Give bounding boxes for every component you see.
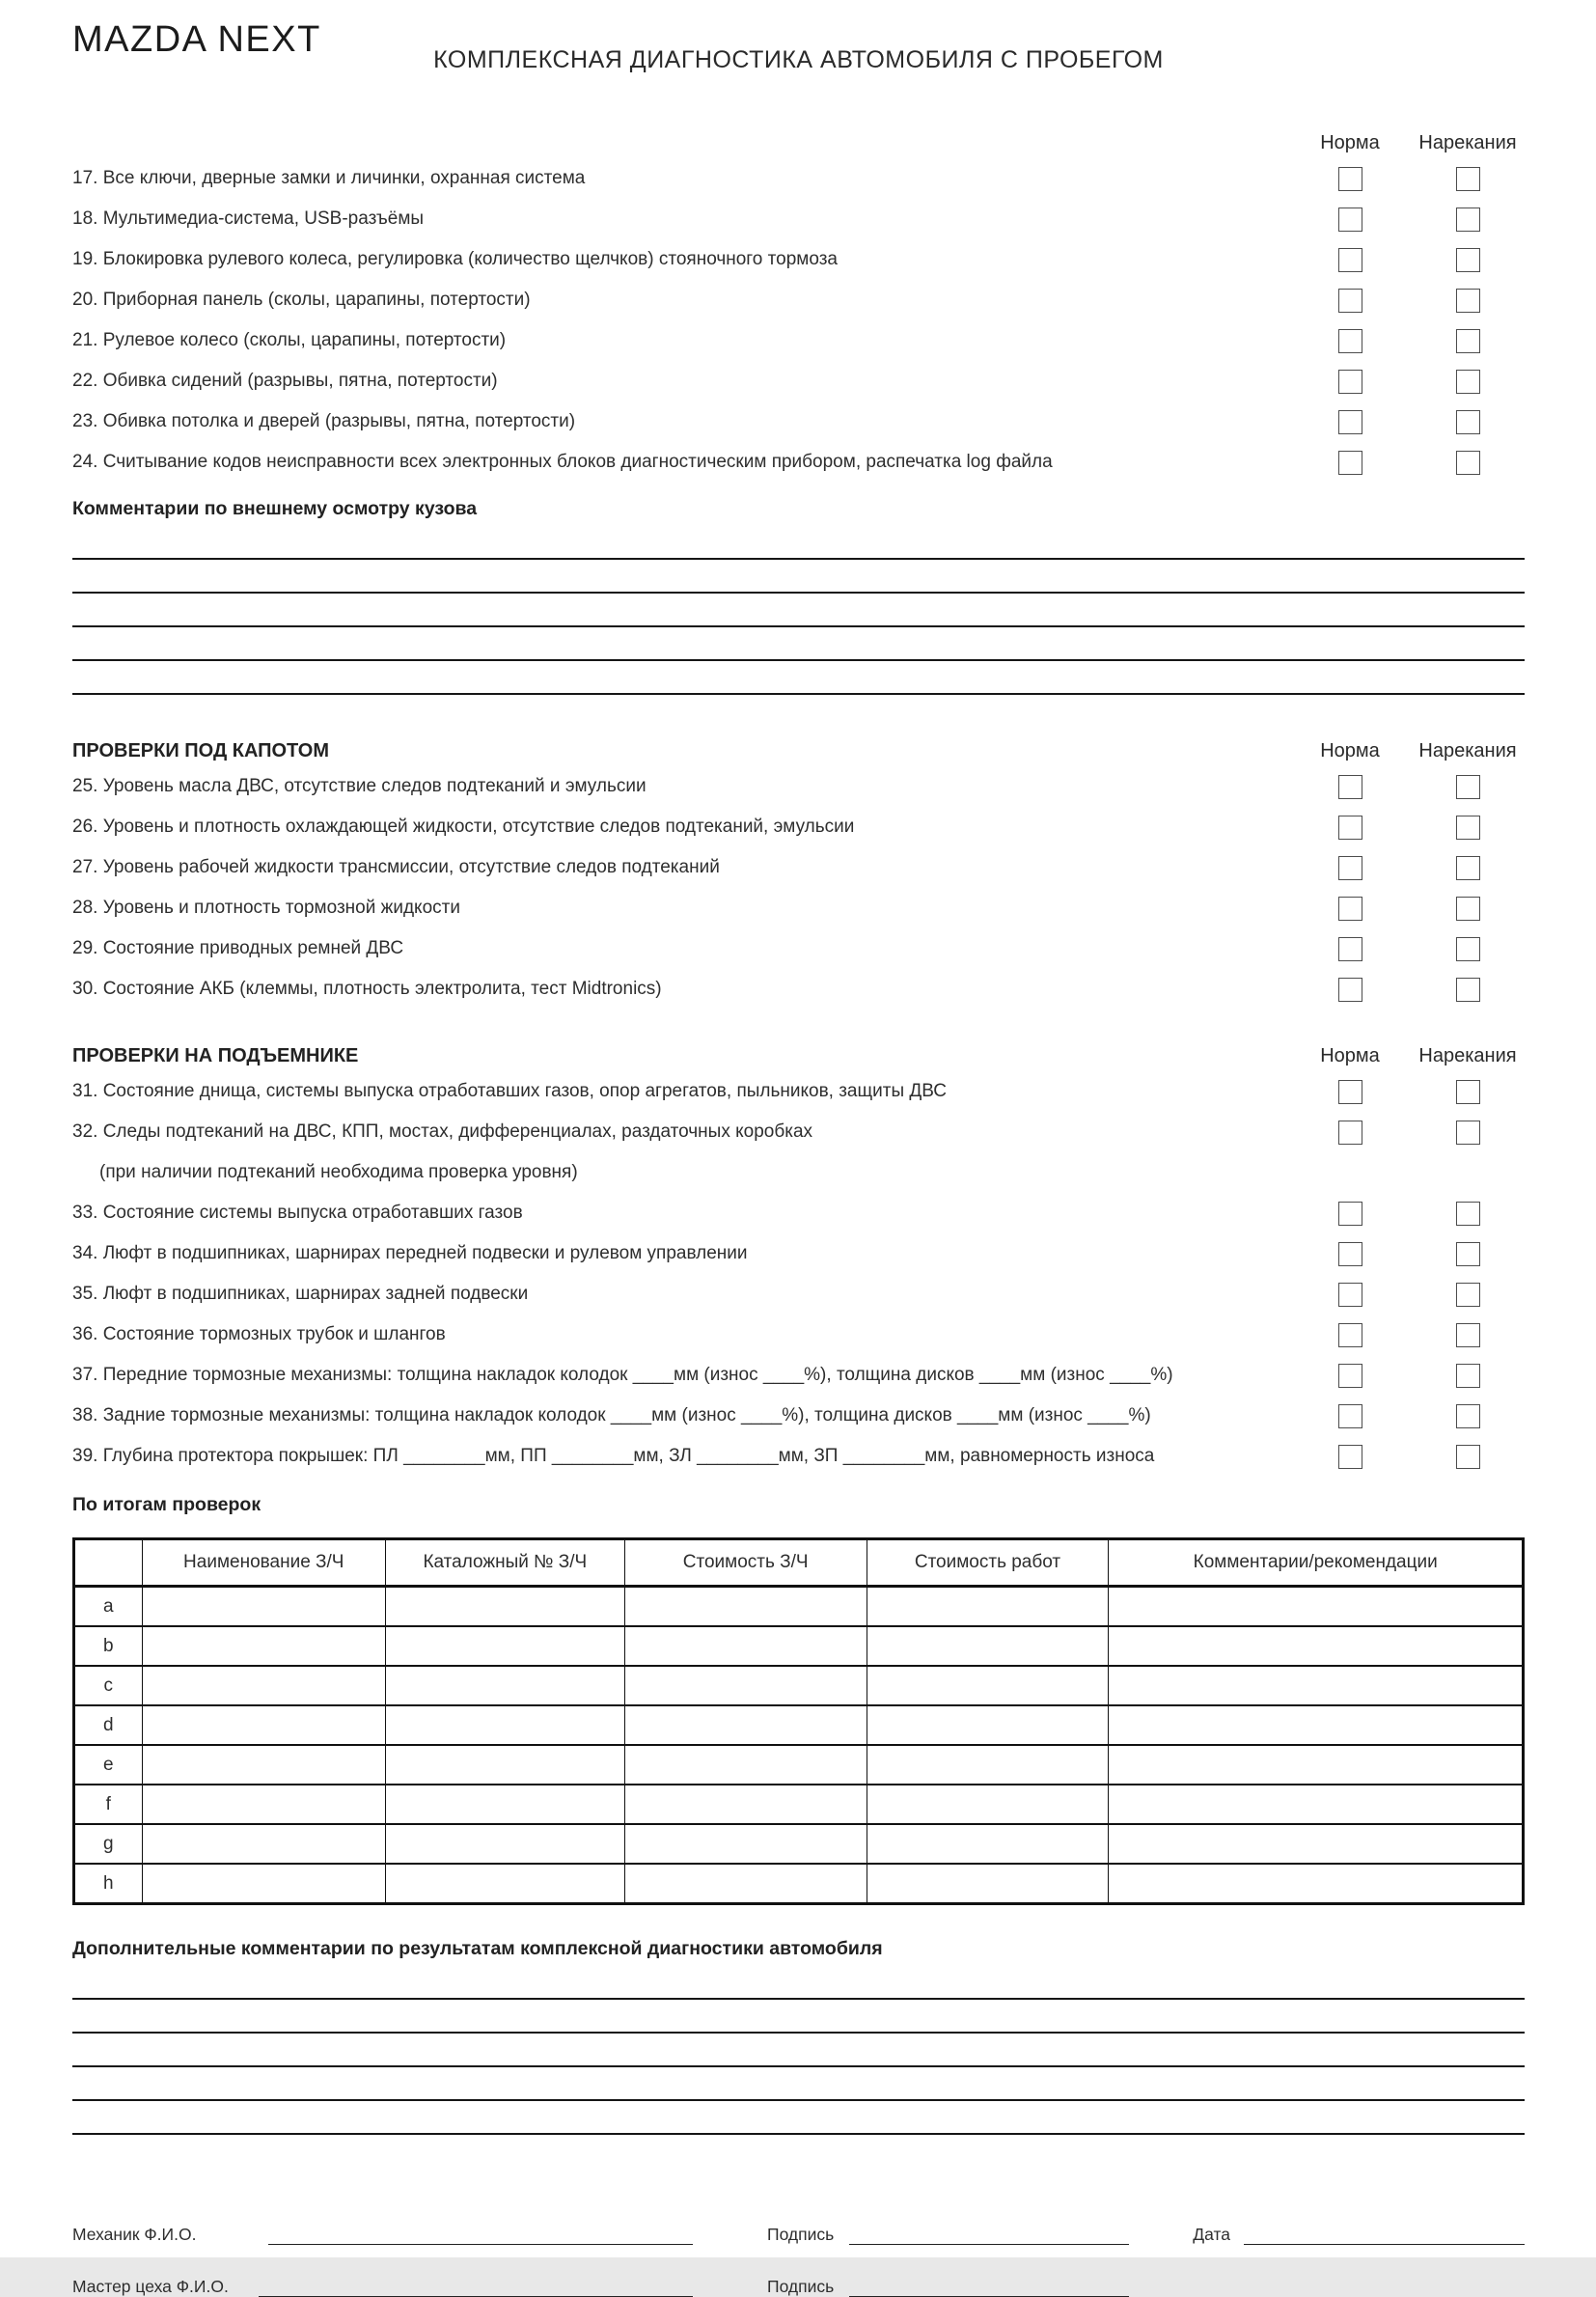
- comment-line[interactable]: [72, 661, 1525, 695]
- checklist-item-text: 30. Состояние АКБ (клеммы, плотность электролита, тест Midtronics): [72, 979, 662, 999]
- remark-column-label: Нарекания: [1418, 1045, 1517, 1066]
- norm-checkbox-cell: [1289, 1404, 1411, 1428]
- results-table-cell[interactable]: [142, 1666, 385, 1705]
- remark-checkbox-cell: [1411, 1404, 1525, 1428]
- checklist-item-text: 29. Состояние приводных ремней ДВС: [72, 938, 404, 958]
- norm-checkbox-cell: [1289, 1445, 1411, 1469]
- remark-checkbox-cell: [1411, 410, 1525, 434]
- results-table-cell[interactable]: [624, 1745, 867, 1785]
- results-title: По итогам проверок: [72, 1494, 261, 1515]
- results-table-cell[interactable]: [1109, 1745, 1524, 1785]
- results-table-row: [74, 1705, 1524, 1745]
- remark-checkbox-cell: [1411, 289, 1525, 313]
- comment-line[interactable]: [72, 1966, 1525, 2000]
- results-table-cell[interactable]: [385, 1587, 624, 1627]
- norm-checkbox[interactable]: [1338, 897, 1362, 921]
- norm-checkbox[interactable]: [1338, 410, 1362, 434]
- norm-checkbox[interactable]: [1338, 167, 1362, 191]
- norm-checkbox[interactable]: [1338, 370, 1362, 394]
- results-table-cell[interactable]: [867, 1745, 1109, 1785]
- checklist-item-text: (при наличии подтеканий необходима проверка уровня): [99, 1162, 578, 1182]
- results-table-cell[interactable]: [1109, 1864, 1524, 1904]
- norm-checkbox[interactable]: [1338, 978, 1362, 1002]
- remark-checkbox[interactable]: [1456, 816, 1480, 840]
- signature-label: Подпись: [767, 2225, 835, 2244]
- checklist-item-text: 27. Уровень рабочей жидкости трансмиссии, отсутствие следов подтеканий: [72, 857, 720, 877]
- remark-checkbox-cell: [1411, 1364, 1525, 1388]
- checklist-row: [72, 888, 1525, 928]
- checklist-row: [72, 1355, 1525, 1396]
- checklist-item-text: 25. Уровень масла ДВС, отсутствие следов подтеканий и эмульсии: [72, 776, 647, 796]
- results-table-header: Стоимость З/Ч: [624, 1539, 867, 1587]
- norm-column-label: Норма: [1320, 132, 1380, 153]
- results-table-cell[interactable]: [385, 1745, 624, 1785]
- checklist-item-text: 24. Считывание кодов неисправности всех электронных блоков диагностическим прибором, распечатка log файла: [72, 452, 1053, 472]
- comment-line[interactable]: [72, 526, 1525, 560]
- signature-label: Подпись: [767, 2277, 835, 2296]
- remark-checkbox-cell: [1411, 775, 1525, 799]
- results-table-cell[interactable]: [624, 1824, 867, 1864]
- norm-checkbox[interactable]: [1338, 451, 1362, 475]
- checklist-item-text: 21. Рулевое колесо (сколы, царапины, потертости): [72, 330, 507, 350]
- results-table-cell[interactable]: [142, 1824, 385, 1864]
- comment-line[interactable]: [72, 627, 1525, 661]
- remark-checkbox-cell: [1411, 208, 1525, 232]
- results-table-cell[interactable]: [1109, 1824, 1524, 1864]
- norm-checkbox[interactable]: [1338, 775, 1362, 799]
- remark-checkbox[interactable]: [1456, 370, 1480, 394]
- remark-checkbox-cell: [1411, 1080, 1525, 1104]
- remark-checkbox[interactable]: [1456, 208, 1480, 232]
- checklist-item-text: 35. Люфт в подшипниках, шарнирах задней подвески: [72, 1284, 529, 1304]
- checklist-row: [72, 766, 1525, 807]
- norm-checkbox[interactable]: [1338, 208, 1362, 232]
- mechanic-signature-line[interactable]: [849, 2224, 1129, 2245]
- remark-checkbox[interactable]: [1456, 978, 1480, 1002]
- remark-checkbox[interactable]: [1456, 1445, 1480, 1469]
- results-table-cell[interactable]: [1109, 1785, 1524, 1824]
- results-table-cell[interactable]: [1109, 1587, 1524, 1627]
- results-table-cell[interactable]: [142, 1587, 385, 1627]
- results-table-row: [74, 1666, 1524, 1705]
- comment-line[interactable]: [72, 2101, 1525, 2135]
- remark-checkbox-cell: [1411, 816, 1525, 840]
- norm-checkbox[interactable]: [1338, 1323, 1362, 1347]
- comment-line[interactable]: [72, 2067, 1525, 2101]
- remark-checkbox[interactable]: [1456, 1080, 1480, 1104]
- additional-comments-block: [72, 1938, 1525, 2135]
- norm-checkbox-cell: [1289, 816, 1411, 840]
- results-table-cell[interactable]: [624, 1587, 867, 1627]
- results-table-cell[interactable]: [624, 1705, 867, 1745]
- comment-line[interactable]: [72, 560, 1525, 594]
- foreman-name-label: Мастер цеха Ф.И.О.: [72, 2277, 229, 2296]
- remark-checkbox-cell: [1411, 897, 1525, 921]
- results-table-cell[interactable]: [142, 1785, 385, 1824]
- row-letter: a: [74, 1587, 143, 1627]
- section-on-lift: [72, 1021, 1525, 1477]
- remark-checkbox[interactable]: [1456, 1323, 1480, 1347]
- norm-checkbox-cell: [1289, 1364, 1411, 1388]
- results-table-cell[interactable]: [142, 1626, 385, 1666]
- checklist-item-text: 34. Люфт в подшипниках, шарнирах передней подвески и рулевом управлении: [72, 1243, 748, 1263]
- checklist-item-text: 20. Приборная панель (сколы, царапины, потертости): [72, 290, 531, 310]
- results-table-cell[interactable]: [1109, 1626, 1524, 1666]
- norm-checkbox-cell: [1289, 1283, 1411, 1307]
- results-table-cell[interactable]: [867, 1626, 1109, 1666]
- checklist-row: [72, 1436, 1525, 1477]
- remark-checkbox[interactable]: [1456, 329, 1480, 353]
- date-line[interactable]: [1244, 2224, 1525, 2245]
- checklist-item-text: 32. Следы подтеканий на ДВС, КПП, мостах, дифференциалах, раздаточных коробках: [72, 1121, 813, 1142]
- remark-checkbox[interactable]: [1456, 775, 1480, 799]
- checklist-row: [72, 199, 1525, 239]
- checklist-item-text: 33. Состояние системы выпуска отработавших газов: [72, 1203, 523, 1223]
- norm-checkbox[interactable]: [1338, 1404, 1362, 1428]
- section-under-hood: [72, 716, 1525, 1010]
- checklist-row: [72, 361, 1525, 401]
- results-table-cell[interactable]: [385, 1864, 624, 1904]
- checklist-item-text: 39. Глубина протектора покрышек: ПЛ ________мм, ПП ________мм, ЗЛ ________мм, ЗП ________мм, равномерность износа: [72, 1446, 1155, 1466]
- remark-checkbox[interactable]: [1456, 451, 1480, 475]
- results-table-cell[interactable]: [867, 1705, 1109, 1745]
- mechanic-name-line[interactable]: [268, 2224, 693, 2245]
- remark-checkbox[interactable]: [1456, 289, 1480, 313]
- norm-checkbox-cell: [1289, 410, 1411, 434]
- remark-checkbox-cell: [1411, 451, 1525, 475]
- columns-header-hood: [72, 716, 1525, 766]
- results-table: [72, 1537, 1525, 1905]
- remark-checkbox-cell: [1411, 1323, 1525, 1347]
- checklist-item-text: 26. Уровень и плотность охлаждающей жидкости, отсутствие следов подтеканий, эмульсии: [72, 816, 855, 837]
- checklist-row: [72, 158, 1525, 199]
- remark-checkbox[interactable]: [1456, 1364, 1480, 1388]
- results-table-header: Комментарии/рекомендации: [1109, 1539, 1524, 1587]
- results-table-cell[interactable]: [867, 1785, 1109, 1824]
- checklist-row: [72, 1233, 1525, 1274]
- results-table-cell[interactable]: [385, 1705, 624, 1745]
- results-table-cell[interactable]: [385, 1785, 624, 1824]
- remark-checkbox-cell: [1411, 1445, 1525, 1469]
- remark-checkbox-cell: [1411, 937, 1525, 961]
- remark-checkbox[interactable]: [1456, 410, 1480, 434]
- checklist-item-text: 17. Все ключи, дверные замки и личинки, охранная система: [72, 168, 586, 188]
- remark-checkbox[interactable]: [1456, 856, 1480, 880]
- remark-checkbox-cell: [1411, 329, 1525, 353]
- norm-checkbox-cell: [1289, 856, 1411, 880]
- results-table-cell[interactable]: [867, 1587, 1109, 1627]
- checklist-row: [72, 1112, 1525, 1152]
- signatures-block: [72, 2220, 1525, 2297]
- results-table-row: [74, 1745, 1524, 1785]
- checklist-item-text: 23. Обивка потолка и дверей (разрывы, пятна, потертости): [72, 411, 576, 431]
- checklist-row: [72, 1396, 1525, 1436]
- row-letter: c: [74, 1666, 143, 1705]
- row-letter: d: [74, 1705, 143, 1745]
- norm-checkbox[interactable]: [1338, 329, 1362, 353]
- results-block: [72, 1494, 1525, 1905]
- checklist-item-text: 31. Состояние днища, системы выпуска отработавших газов, опор агрегатов, пыльников, защиты ДВС: [72, 1081, 948, 1101]
- remark-checkbox-cell: [1411, 248, 1525, 272]
- norm-checkbox[interactable]: [1338, 856, 1362, 880]
- norm-column-label: Норма: [1320, 740, 1380, 761]
- results-table-row: [74, 1626, 1524, 1666]
- row-letter: h: [74, 1864, 143, 1904]
- page-title: КОМПЛЕКСНАЯ ДИАГНОСТИКА АВТОМОБИЛЯ С ПРОБЕГОМ: [433, 46, 1164, 73]
- checklist-row: [72, 1315, 1525, 1355]
- remark-checkbox-cell: [1411, 167, 1525, 191]
- remark-column-label: Нарекания: [1418, 740, 1517, 761]
- norm-checkbox-cell: [1289, 1202, 1411, 1226]
- checklist-row: [72, 928, 1525, 969]
- checklist-row: [72, 1193, 1525, 1233]
- results-table-cell[interactable]: [385, 1824, 624, 1864]
- remark-checkbox[interactable]: [1456, 1242, 1480, 1266]
- norm-checkbox-cell: [1289, 1323, 1411, 1347]
- remark-checkbox[interactable]: [1456, 937, 1480, 961]
- section-title-hood: ПРОВЕРКИ ПОД КАПОТОМ: [72, 740, 329, 761]
- checklist-row: [72, 320, 1525, 361]
- foreman-signature-line[interactable]: [849, 2276, 1129, 2297]
- norm-checkbox-cell: [1289, 329, 1411, 353]
- results-table-cell[interactable]: [385, 1626, 624, 1666]
- norm-checkbox[interactable]: [1338, 1242, 1362, 1266]
- checklist-hood: [72, 766, 1525, 1010]
- results-table-header: Стоимость работ: [867, 1539, 1109, 1587]
- results-table-cell[interactable]: [1109, 1705, 1524, 1745]
- mechanic-name-label: Механик Ф.И.О.: [72, 2225, 197, 2244]
- norm-checkbox-cell: [1289, 451, 1411, 475]
- results-table-row: [74, 1785, 1524, 1824]
- checklist-exterior: [72, 158, 1525, 483]
- norm-checkbox[interactable]: [1338, 1445, 1362, 1469]
- checklist-item-text: 19. Блокировка рулевого колеса, регулировка (количество щелчков) стояночного тормоза: [72, 249, 838, 269]
- comment-line[interactable]: [72, 594, 1525, 627]
- norm-checkbox[interactable]: [1338, 1283, 1362, 1307]
- remark-checkbox[interactable]: [1456, 1202, 1480, 1226]
- norm-checkbox-cell: [1289, 1242, 1411, 1266]
- remark-checkbox[interactable]: [1456, 1283, 1480, 1307]
- columns-header-lift: [72, 1021, 1525, 1071]
- results-table-cell[interactable]: [624, 1666, 867, 1705]
- checklist-row: [72, 239, 1525, 280]
- exterior-comment-lines: [72, 526, 1525, 695]
- remark-checkbox-cell: [1411, 1283, 1525, 1307]
- mazda-next-logo: MAZDA NEXT: [72, 19, 321, 60]
- remark-checkbox-cell: [1411, 1202, 1525, 1226]
- norm-checkbox[interactable]: [1338, 816, 1362, 840]
- results-table-row: [74, 1587, 1524, 1627]
- checklist-item-text: 28. Уровень и плотность тормозной жидкости: [72, 898, 460, 918]
- foreman-signature-row: [72, 2272, 1525, 2297]
- norm-checkbox-cell: [1289, 897, 1411, 921]
- form-header: [72, 0, 1525, 100]
- remark-checkbox-cell: [1411, 370, 1525, 394]
- norm-checkbox-cell: [1289, 248, 1411, 272]
- norm-checkbox-cell: [1289, 1080, 1411, 1104]
- norm-checkbox-cell: [1289, 208, 1411, 232]
- norm-checkbox-cell: [1289, 937, 1411, 961]
- columns-header-exterior: [72, 108, 1525, 158]
- additional-comment-lines: [72, 1966, 1525, 2135]
- results-table-cell[interactable]: [624, 1785, 867, 1824]
- results-table-header: Наименование З/Ч: [142, 1539, 385, 1587]
- row-letter: g: [74, 1824, 143, 1864]
- norm-checkbox-cell: [1289, 370, 1411, 394]
- checklist-item-text: 36. Состояние тормозных трубок и шлангов: [72, 1324, 446, 1344]
- remark-checkbox[interactable]: [1456, 1121, 1480, 1145]
- norm-checkbox[interactable]: [1338, 1364, 1362, 1388]
- norm-column-label: Норма: [1320, 1045, 1380, 1066]
- remark-checkbox-cell: [1411, 978, 1525, 1002]
- checklist-row: [72, 1071, 1525, 1112]
- results-table-cell[interactable]: [1109, 1666, 1524, 1705]
- norm-checkbox-cell: [1289, 1121, 1411, 1145]
- checklist-row: [72, 401, 1525, 442]
- results-table-cell[interactable]: [142, 1864, 385, 1904]
- mechanic-signature-row: [72, 2220, 1525, 2245]
- exterior-comments-block: [72, 498, 1525, 695]
- checklist-row: [72, 969, 1525, 1010]
- date-label: Дата: [1193, 2225, 1231, 2244]
- norm-checkbox[interactable]: [1338, 248, 1362, 272]
- norm-checkbox[interactable]: [1338, 937, 1362, 961]
- norm-checkbox-cell: [1289, 289, 1411, 313]
- checklist-row: [72, 442, 1525, 483]
- checklist-row: [72, 807, 1525, 847]
- remark-checkbox[interactable]: [1456, 897, 1480, 921]
- norm-checkbox-cell: [1289, 775, 1411, 799]
- checklist-item-text: 38. Задние тормозные механизмы: толщина накладок колодок ____мм (износ ____%), толщина дисков ____мм (износ ____%): [72, 1405, 1151, 1425]
- exterior-comments-label: Комментарии по внешнему осмотру кузова: [72, 498, 478, 519]
- remark-checkbox-cell: [1411, 1242, 1525, 1266]
- remark-checkbox[interactable]: [1456, 1404, 1480, 1428]
- checklist-row: [72, 1274, 1525, 1315]
- additional-comments-label: Дополнительные комментарии по результатам комплексной диагностики автомобиля: [72, 1938, 883, 1959]
- row-letter: e: [74, 1745, 143, 1785]
- checklist-row: [72, 280, 1525, 320]
- remark-column-label: Нарекания: [1418, 132, 1517, 153]
- section-title-lift: ПРОВЕРКИ НА ПОДЪЕМНИКЕ: [72, 1045, 359, 1066]
- results-table-cell[interactable]: [624, 1626, 867, 1666]
- checklist-item-text: 22. Обивка сидений (разрывы, пятна, потертости): [72, 371, 498, 391]
- remark-checkbox[interactable]: [1456, 167, 1480, 191]
- results-table-cell[interactable]: [867, 1666, 1109, 1705]
- results-table-header: [74, 1539, 143, 1587]
- results-table-row: [74, 1824, 1524, 1864]
- norm-checkbox[interactable]: [1338, 1080, 1362, 1104]
- checklist-row: [72, 847, 1525, 888]
- row-letter: f: [74, 1785, 143, 1824]
- results-table-cell[interactable]: [867, 1864, 1109, 1904]
- remark-checkbox[interactable]: [1456, 248, 1480, 272]
- checklist-item-text: 18. Мультимедиа-система, USB-разъёмы: [72, 208, 425, 229]
- norm-checkbox-cell: [1289, 978, 1411, 1002]
- checklist-lift: [72, 1071, 1525, 1477]
- results-table-cell[interactable]: [385, 1666, 624, 1705]
- results-table-row: [74, 1864, 1524, 1904]
- row-letter: b: [74, 1626, 143, 1666]
- norm-checkbox-cell: [1289, 167, 1411, 191]
- results-table-header: Каталожный № З/Ч: [385, 1539, 624, 1587]
- results-table-cell[interactable]: [624, 1864, 867, 1904]
- results-table-cell[interactable]: [867, 1824, 1109, 1864]
- remark-checkbox-cell: [1411, 856, 1525, 880]
- comment-line[interactable]: [72, 2034, 1525, 2067]
- remark-checkbox-cell: [1411, 1121, 1525, 1145]
- norm-checkbox[interactable]: [1338, 1121, 1362, 1145]
- results-table-cell[interactable]: [142, 1705, 385, 1745]
- checklist-row: [72, 1152, 1525, 1193]
- norm-checkbox[interactable]: [1338, 1202, 1362, 1226]
- norm-checkbox[interactable]: [1338, 289, 1362, 313]
- checklist-item-text: 37. Передние тормозные механизмы: толщина накладок колодок ____мм (износ ____%), толщина дисков ____мм (износ ____%): [72, 1365, 1173, 1385]
- foreman-name-line[interactable]: [259, 2276, 693, 2297]
- results-table-cell[interactable]: [142, 1745, 385, 1785]
- comment-line[interactable]: [72, 2000, 1525, 2034]
